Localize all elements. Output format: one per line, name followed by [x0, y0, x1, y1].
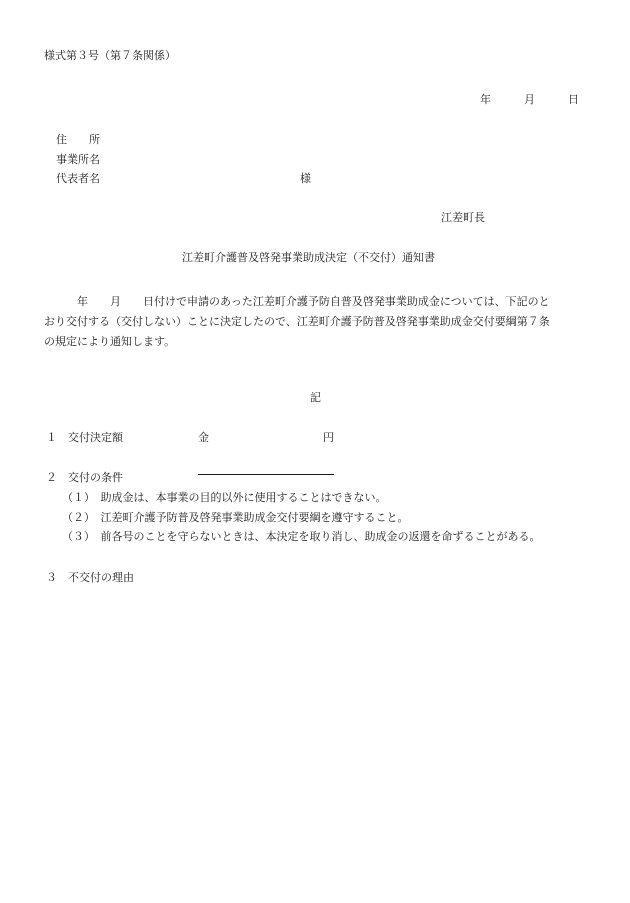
item-1-label: １ 交付決定額	[46, 431, 123, 444]
business-name-label: 事業所名	[56, 153, 100, 166]
body-paragraph	[44, 292, 592, 352]
condition-3: （３） 前各号のことを守らないときは、本決定を取り消し、助成金の返還を命ずることがある。	[62, 530, 541, 543]
body-line-3: の規定により通知します。	[44, 335, 176, 348]
body-line-1: 年 月 日付けで申請のあった江差町介護予防自普及啓発事業助成金については、下記のと	[44, 295, 550, 308]
body-line-2: おり交付する（交付しない）ことに決定したので、江差町介護予防普及啓発事業助成金交付要綱第７条	[44, 315, 550, 328]
item-2-label: ２ 交付の条件	[46, 471, 123, 484]
amount-suffix: 円	[323, 431, 334, 444]
honorific: 様	[300, 172, 311, 185]
representative-label: 代表者名	[56, 172, 100, 185]
condition-2: （２） 江差町介護予防普及啓発事業助成金交付要綱を遵守すること。	[62, 511, 409, 524]
document-title: 江差町介護普及啓発事業助成決定（不交付）通知書	[182, 251, 435, 264]
ki-heading: 記	[310, 391, 321, 404]
condition-1: （１） 助成金は、本事業の目的以外に使用することはできない。	[62, 491, 387, 504]
item-3-label: ３ 不交付の理由	[46, 571, 134, 584]
amount-field	[198, 431, 334, 475]
amount-prefix: 金	[198, 431, 209, 444]
issuer: 江差町長	[441, 211, 485, 224]
form-number: 様式第３号（第７条関係）	[44, 49, 176, 62]
address-label: 住 所	[56, 133, 100, 146]
date-line: 年 月 日	[480, 93, 579, 106]
